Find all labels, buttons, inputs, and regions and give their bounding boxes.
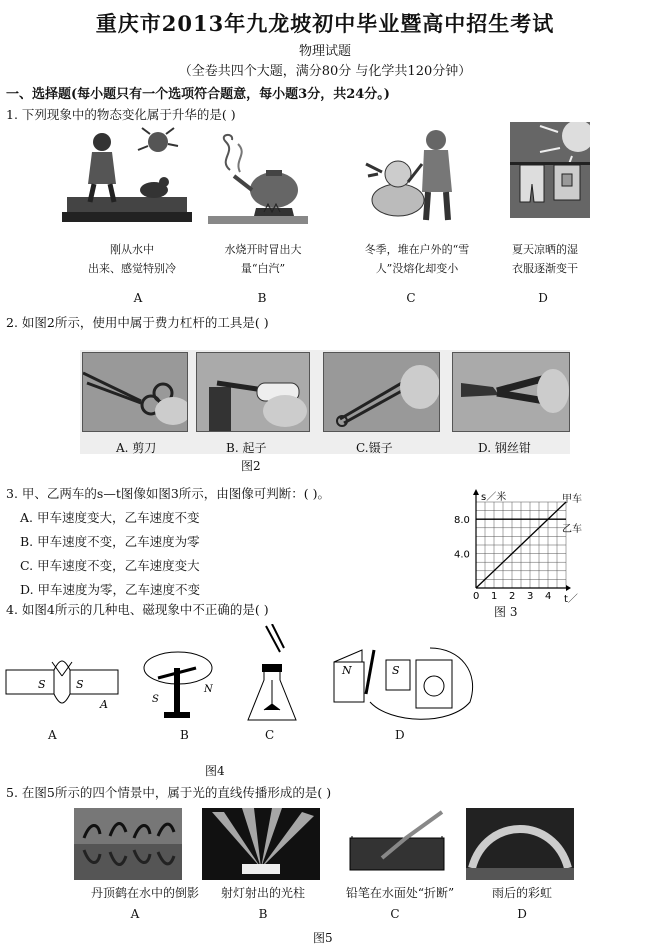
q5-caption-b: 射灯射出的光柱 bbox=[220, 886, 305, 900]
x-axis-arrow bbox=[566, 585, 571, 591]
section-heading: 一、选择题(每小题只有一个选项符合题意，每小题3分，共24分。) bbox=[6, 87, 390, 102]
q2-option-d: D. 钢丝钳 bbox=[478, 441, 531, 455]
q3-option-a: A. 甲车速度变大，乙车速度不变 bbox=[20, 510, 200, 525]
question-2-stem: 2. 如图2所示，使用中属于费力杠杆的工具是( ) bbox=[6, 315, 269, 330]
magnet-n-label: N bbox=[342, 664, 352, 677]
caption-line: 刚从水中 bbox=[110, 243, 154, 256]
figure-3-label: 图 3 bbox=[494, 605, 518, 619]
y-axis-arrow bbox=[473, 489, 479, 495]
q1-option-a-caption bbox=[72, 240, 192, 278]
q4-image-c bbox=[242, 624, 302, 728]
series-label-jia: 甲车 bbox=[562, 494, 582, 505]
st-graph bbox=[450, 486, 600, 604]
q5-caption-c: 铅笔在水面处“折断” bbox=[345, 886, 455, 900]
caption-line: 冬季，堆在户外的“雪 bbox=[364, 243, 470, 256]
figure-4-label: 图4 bbox=[205, 764, 225, 778]
caption-line: 量“白汽” bbox=[240, 262, 286, 275]
q1-image-c bbox=[360, 124, 460, 226]
y-tick-label: 4.0 bbox=[454, 549, 470, 561]
question-1-stem: 1. 下列现象中的物态变化属于升华的是( ) bbox=[6, 107, 236, 122]
q1-letter-b: B bbox=[257, 291, 267, 305]
q4-letter-d: D bbox=[395, 728, 405, 742]
q3-option-b: B. 甲车速度不变，乙车速度为零 bbox=[20, 534, 200, 549]
q3-option-d: D. 甲车速度为零，乙车速度不变 bbox=[20, 582, 201, 597]
q5-letter-a: A bbox=[130, 907, 140, 921]
needle-n-label: N bbox=[204, 684, 213, 695]
y-axis-label: s／米 bbox=[481, 492, 507, 503]
q1-option-c-caption bbox=[352, 240, 482, 278]
q5-caption-a: 丹顶鹤在水中的倒影 bbox=[90, 886, 199, 900]
q4-image-b bbox=[134, 638, 224, 726]
q5-image-d bbox=[466, 808, 574, 880]
q4-letter-a: A bbox=[48, 728, 57, 742]
q1-letter-c: C bbox=[406, 291, 416, 305]
x-tick-label: 4 bbox=[545, 591, 552, 602]
question-3-stem: 3. 甲、乙两车的s—t图像如图3所示，由图像可判断：( )。 bbox=[6, 486, 331, 501]
exam-note: （全卷共四个大题，满分80分 与化学共120分钟） bbox=[178, 64, 472, 79]
magnet-letter-s-right: S bbox=[76, 678, 84, 691]
q2-image-pliers bbox=[452, 352, 570, 432]
caption-line: 夏天凉晒的湿 bbox=[512, 243, 578, 256]
x-tick-label: 2 bbox=[509, 591, 516, 602]
caption-line: 水烧开时冒出大 bbox=[224, 243, 302, 256]
q4-image-a bbox=[4, 640, 124, 710]
q5-image-b bbox=[202, 808, 320, 880]
magnet-s-label: S bbox=[392, 664, 400, 677]
q2-option-b: B. 起子 bbox=[226, 441, 267, 455]
x-tick-label: 3 bbox=[527, 591, 534, 602]
q1-image-b bbox=[208, 130, 308, 226]
q2-option-a: A. 剪刀 bbox=[116, 441, 157, 455]
caption-line: 人”没熔化却变小 bbox=[375, 262, 459, 275]
q4-letter-c: C bbox=[265, 728, 275, 742]
q2-image-tweezers bbox=[323, 352, 440, 432]
q1-letter-d: D bbox=[538, 291, 548, 305]
q5-letter-b: B bbox=[258, 907, 268, 921]
y-tick-label: 8.0 bbox=[454, 515, 470, 527]
q4-letter-b: B bbox=[180, 728, 189, 742]
question-5-stem: 5. 在图5所示的四个情景中，属于光的直线传播形成的是( ) bbox=[6, 785, 332, 800]
q1-letter-a: A bbox=[133, 291, 143, 305]
q5-caption-d: 雨后的彩虹 bbox=[491, 886, 552, 900]
q4-image-d bbox=[330, 642, 480, 726]
figure-5-label: 图5 bbox=[313, 931, 333, 945]
x-axis-label: t／ bbox=[564, 594, 578, 604]
q1-image-d bbox=[510, 122, 590, 218]
x-tick-label: 0 bbox=[473, 591, 480, 602]
caption-line: 衣服逐渐变干 bbox=[512, 262, 578, 275]
q5-image-c bbox=[342, 808, 452, 880]
q1-option-d-caption bbox=[490, 240, 600, 278]
series-label-yi: 乙车 bbox=[562, 524, 582, 535]
caption-line: 出来、感觉特别冷 bbox=[88, 262, 176, 275]
q5-image-a bbox=[74, 808, 182, 880]
magnet-letter-s: S bbox=[38, 678, 46, 691]
magnet-letter-a: A bbox=[100, 698, 108, 710]
q5-letter-d: D bbox=[517, 907, 527, 921]
needle-s-label: S bbox=[152, 694, 159, 705]
exam-subject: 物理试题 bbox=[298, 44, 351, 59]
q3-option-c: C. 甲车速度不变，乙车速度变大 bbox=[20, 558, 200, 573]
x-tick-label: 1 bbox=[491, 591, 498, 602]
q1-option-b-caption bbox=[205, 240, 321, 278]
q2-option-c: C.镊子 bbox=[356, 441, 393, 455]
q2-image-scissors bbox=[82, 352, 188, 432]
q1-image-a bbox=[62, 122, 192, 226]
exam-title: 重庆市2013年九龙坡初中毕业暨高中招生考试 bbox=[95, 11, 555, 36]
q5-letter-c: C bbox=[390, 907, 400, 921]
q2-image-opener bbox=[196, 352, 310, 432]
question-4-stem: 4. 如图4所示的几种电、磁现象中不正确的是( ) bbox=[6, 602, 269, 617]
figure-2-label: 图2 bbox=[241, 459, 261, 473]
